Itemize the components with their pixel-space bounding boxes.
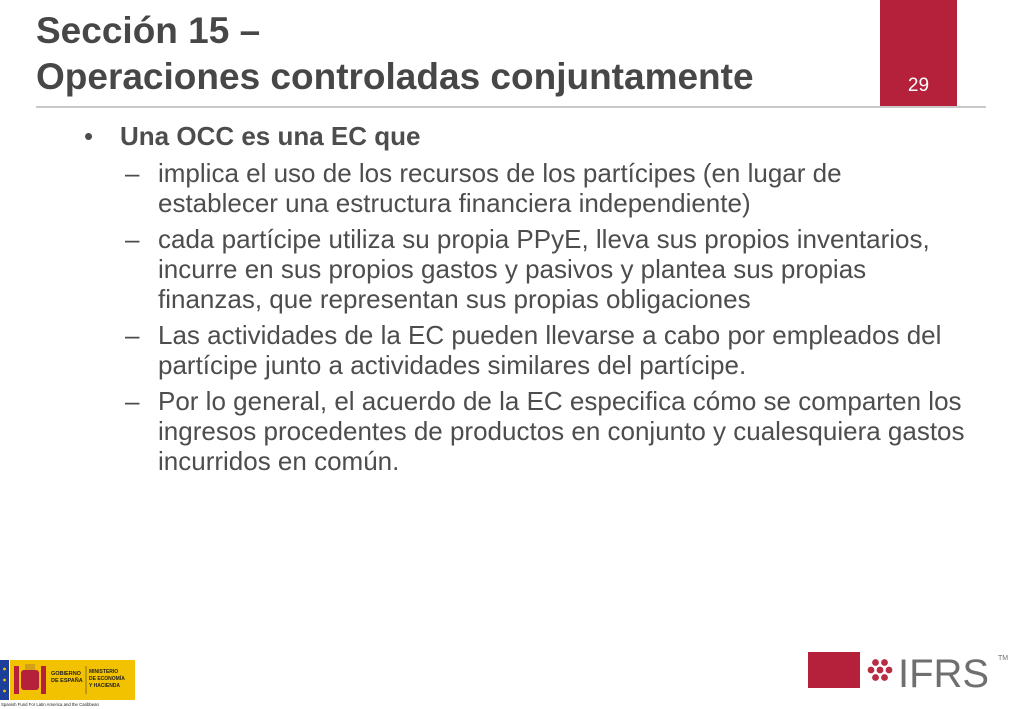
dash-icon: – — [125, 224, 140, 254]
sub-bullet — [125, 158, 965, 218]
fund-caption: Spanish Fund For Latin America and the Caribbean — [1, 702, 99, 707]
spanish-government-logo — [0, 660, 135, 709]
main-bullet-text: Una OCC es una EC que — [120, 121, 421, 151]
coat-of-arms-icon — [14, 664, 46, 694]
ifrs-logo — [808, 648, 1014, 692]
trademark-label: TM — [998, 655, 1009, 662]
sub-bullet — [125, 320, 965, 380]
slide-title — [36, 8, 754, 100]
slide-number-tab — [880, 0, 957, 107]
sub-bullet-text: Por lo general, el acuerdo de la EC especifica cómo se comparten los ingresos procedentes de productos en conjunto y cualesquiera gastos incurridos en común. — [158, 386, 965, 476]
slide-title-line1: Sección 15 – — [36, 10, 261, 51]
sub-bullet-text: implica el uso de los recursos de los partícipes (en lugar de establecer una estructura financiera independiente) — [158, 158, 842, 218]
main-bullet — [84, 121, 421, 151]
title-divider — [36, 106, 986, 108]
dash-icon: – — [125, 386, 140, 416]
ministry-label: DE ECONOMÍA — [89, 676, 125, 682]
dash-icon: – — [125, 320, 140, 350]
slide-number: 29 — [907, 75, 930, 96]
ministry-label: Y HACIENDA — [89, 683, 121, 689]
sub-bullet — [125, 224, 965, 314]
sub-bullet-list — [125, 158, 965, 482]
ifrs-wordmark: IFRS — [898, 652, 990, 692]
sub-bullet-text: cada partícipe utiliza su propia PPyE, lleva sus propios inventarios, incurre en sus propios gastos y pasivos y plantea sus propias finanzas, que representan sus propias obligaciones — [158, 224, 930, 314]
dash-icon: – — [125, 158, 140, 188]
sub-bullet-text: Las actividades de la EC pueden llevarse a cabo por empleados del partícipe junto a actividades similares del partícipe. — [158, 320, 942, 380]
ifrs-logo-bar — [808, 652, 860, 688]
bullet-icon: • — [84, 121, 94, 151]
slide-title-line2: Operaciones controladas conjuntamente — [36, 56, 754, 97]
government-label: DE ESPAÑA — [51, 678, 83, 684]
ministry-label: MINISTERIO — [89, 669, 119, 675]
sub-bullet — [125, 386, 965, 476]
government-label: GOBIERNO — [51, 671, 81, 677]
